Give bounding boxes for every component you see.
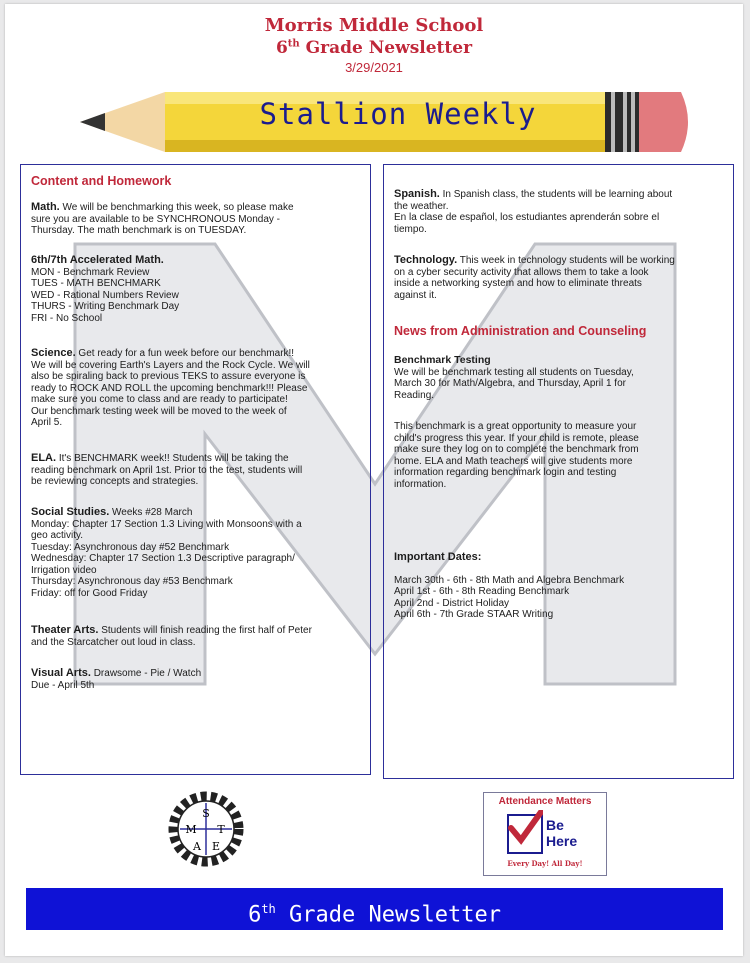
banner-title: Stallion Weekly [259, 97, 537, 131]
content-homework-title: Content and Homework [31, 174, 172, 188]
theater-arts-section: Theater Arts. Students will finish reading the first half of Peter and the Starcatcher out loud in class. [31, 624, 312, 648]
science-section: Science. Get ready for a fun week before our benchmark!! We will be covering Earth's Layers and the Rock Cycle. We will also be spiraling back to previous TEKS to assure everyone is ready to ROCK AND ROLL the upcoming benchmark!!! Please make sure you come to class and are ready to participate! Our benchmark testing week will be moved to the week of April 5. [31, 347, 310, 428]
social-studies-section: Social Studies. Weeks #28 March Monday: Chapter 17 Section 1.3 Living with Monsoons with a geo activity. Tuesday: Asynchronous day #52 Benchmark Wednesday: Chapter 17 Section 1.3 Descriptive paragraph/ Irrigation video Thursday: Asynchronous day #53 Benchmark Friday: off for Good Friday [31, 506, 302, 599]
ela-section: ELA. It's BENCHMARK week!! Students will be taking the reading benchmark on April 1st. Prior to the test, students will be reviewing concepts and strategies. [31, 452, 303, 487]
benchmark-testing-section: Benchmark Testing We will be benchmark testing all students on Tuesday, March 30 for Math/Algebra, and Thursday, April 1 for Reading. [394, 354, 634, 401]
logo-letter-e: E [211, 840, 221, 853]
logo-letter-m: M [185, 823, 197, 836]
red-check-icon [507, 810, 543, 846]
newsletter-page [5, 4, 743, 956]
attendance-badge [483, 792, 607, 876]
important-dates-section: Important Dates: March 30th - 6th - 8th Math and Algebra Benchmark April 1st - 6th - 8th Reading Benchmark April 2nd - District Holiday April 6th - 7th Grade STAAR Writing [394, 551, 625, 620]
logo-letter-a: A [193, 840, 201, 853]
right-column [383, 164, 734, 779]
footer-banner: 6th Grade Newsletter [26, 888, 723, 930]
visual-arts-section: Visual Arts. Drawsome - Pie / Watch Due - April 5th [31, 667, 202, 691]
math-section: Math. We will be benchmarking this week, so please make sure you are available to be SYNCHRONOUS Monday - Thursday. The math benchmark is on TUESDAY. [31, 201, 294, 236]
attendance-tagline: Every Day! All Day! [507, 859, 583, 868]
attendance-here: Here [546, 833, 578, 849]
steam-gear-logo [167, 790, 245, 868]
accelerated-math-section: 6th/7th Accelerated Math. MON - Benchmark Review TUES - MATH BENCHMARK WED - Rational Numbers Review THURS - Writing Benchmark Day FRI - No School [31, 254, 180, 324]
content-homework-column [20, 164, 371, 775]
logo-letter-s: S [202, 807, 210, 820]
attendance-be: Be [546, 817, 564, 833]
attendance-title: Attendance Matters [498, 796, 592, 807]
newsletter-date: 3/29/2021 [345, 60, 403, 75]
spanish-section: Spanish. In Spanish class, the students will be learning about the weather. En la clase de español, los estudiantes aprenderán sobre el tiempo. [394, 188, 673, 235]
logo-letter-t: T [217, 823, 225, 836]
newsletter-grade-title: 6th Grade Newsletter [275, 38, 473, 58]
technology-section: Technology. This week in technology students will be working on a cyber security activity that allows them to take a look inside a networking system and how to eliminate threats against it. [394, 254, 675, 301]
benchmark-info-section: This benchmark is a great opportunity to measure your child's progress this year. If your child is remote, please make sure they log on to complete the benchmark from home. ELA and Math teachers will give students more information regarding benchmark login and testing information. [394, 421, 639, 490]
school-name: Morris Middle School [264, 15, 484, 36]
news-title: News from Administration and Counseling [394, 324, 647, 338]
checkbox-icon [507, 814, 543, 854]
